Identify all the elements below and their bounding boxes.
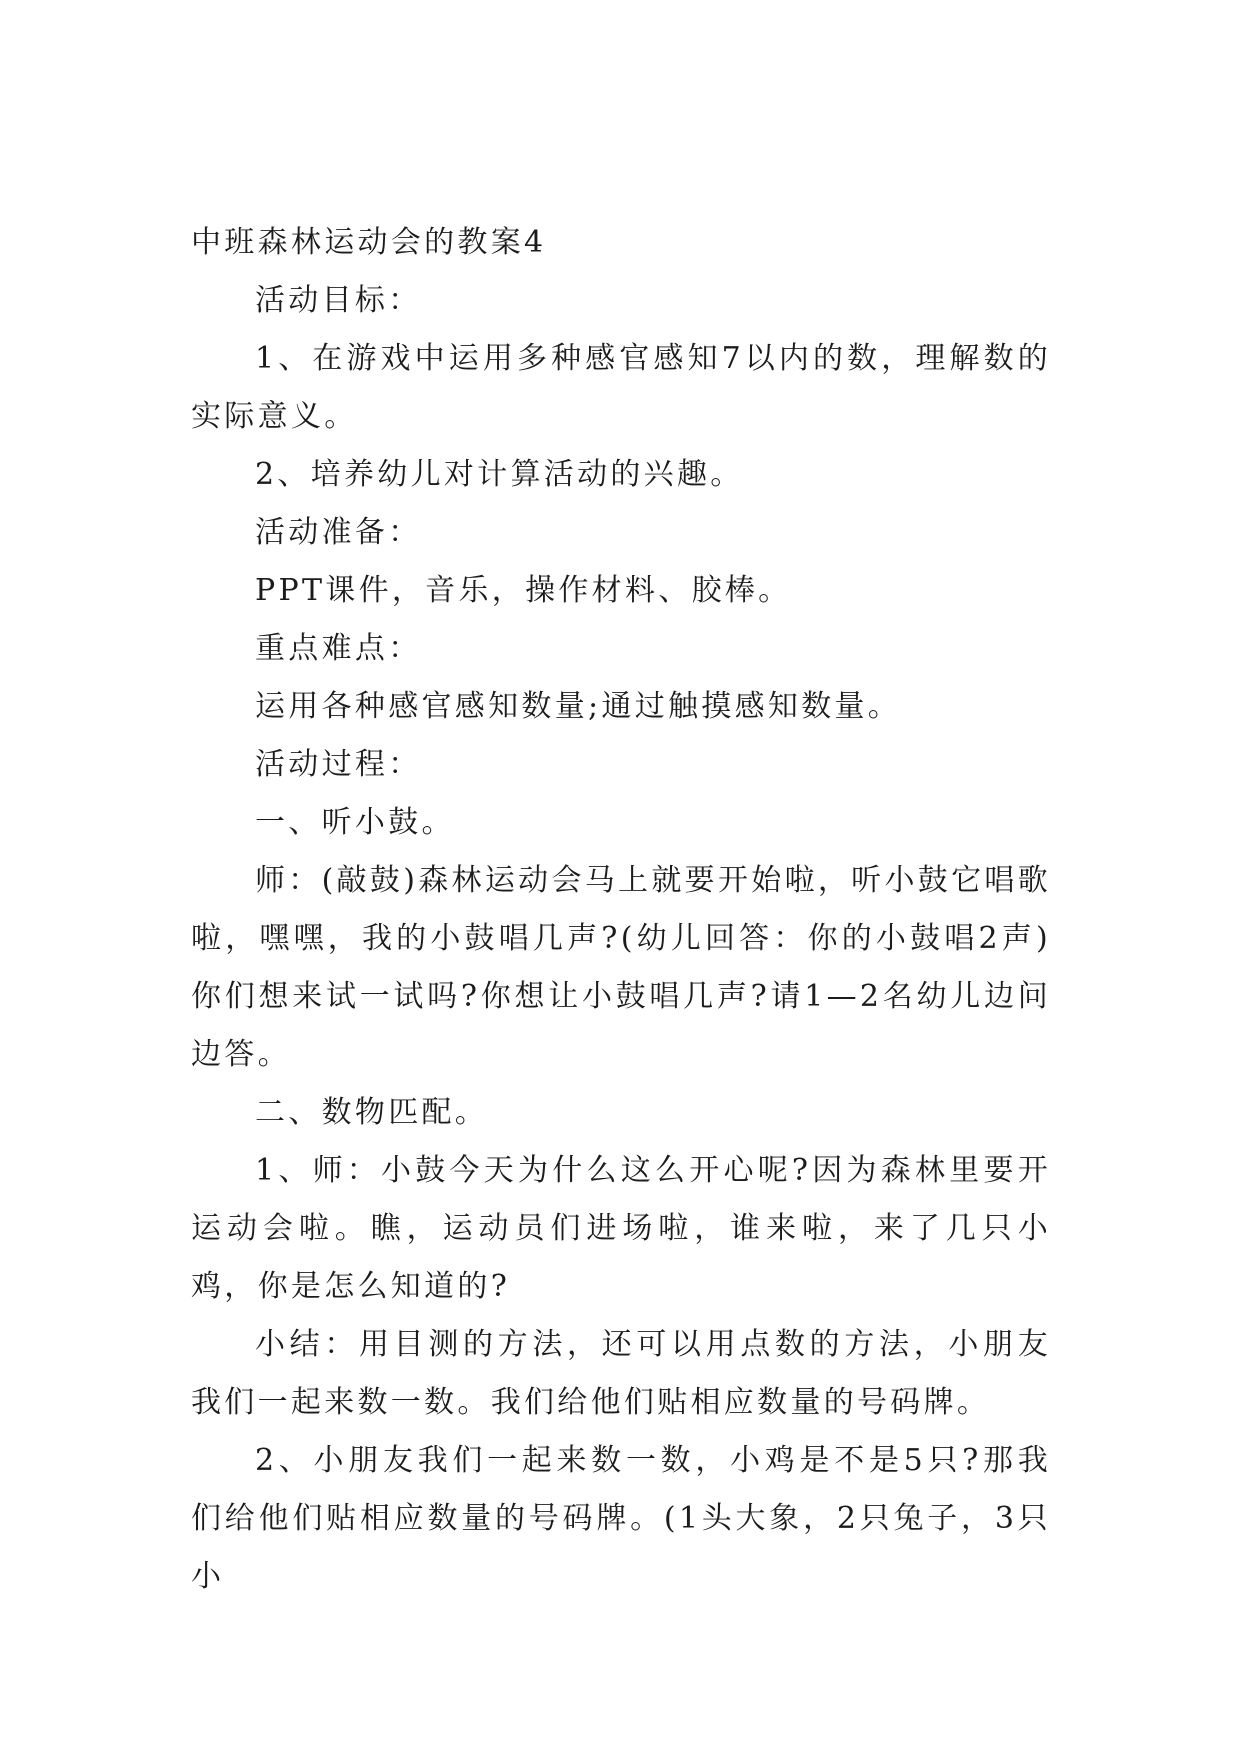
heading-activity-goals: 活动目标：: [255, 283, 422, 318]
paragraph-key-points: 运用各种感官感知数量;通过触摸感知数量。: [255, 689, 902, 724]
paragraph-goal-1: 1、在游戏中运用多种感官感知7以内的数，理解数的实际意义。: [191, 341, 1051, 434]
paragraph-step-2-2: 2、小朋友我们一起来数一数，小鸡是不是5只?那我们给他们贴相应数量的号码牌。(1头大象，2只兔子，3只小: [191, 1443, 1051, 1594]
paragraph-step-1: 师：(敲鼓)森林运动会马上就要开始啦，听小鼓它唱歌啦，嘿嘿，我的小鼓唱几声?(幼儿回答：你的小鼓唱2声)你们想来试一试吗?你想让小鼓唱几声?请1—2名幼儿边问边答。: [191, 863, 1051, 1072]
heading-step-1: 一、听小鼓。: [255, 805, 455, 840]
heading-activity-preparation: 活动准备：: [255, 515, 422, 550]
heading-activity-process: 活动过程：: [255, 747, 422, 782]
paragraph-step-2-1: 1、师：小鼓今天为什么这么开心呢?因为森林里要开运动会啦。瞧，运动员们进场啦，谁来啦，来了几只小鸡，你是怎么知道的?: [191, 1153, 1051, 1304]
paragraph-summary: 小结：用目测的方法，还可以用点数的方法，小朋友我们一起来数一数。我们给他们贴相应数量的号码牌。: [191, 1327, 1051, 1420]
heading-step-2: 二、数物匹配。: [255, 1095, 489, 1130]
document-body: [191, 214, 1051, 1606]
paragraph-preparation: PPT课件，音乐，操作材料、胶棒。: [255, 573, 792, 608]
document-title: 中班森林运动会的教案4: [191, 225, 547, 260]
heading-key-points: 重点难点：: [255, 631, 422, 666]
paragraph-goal-2: 2、培养幼儿对计算活动的兴趣。: [255, 457, 744, 492]
